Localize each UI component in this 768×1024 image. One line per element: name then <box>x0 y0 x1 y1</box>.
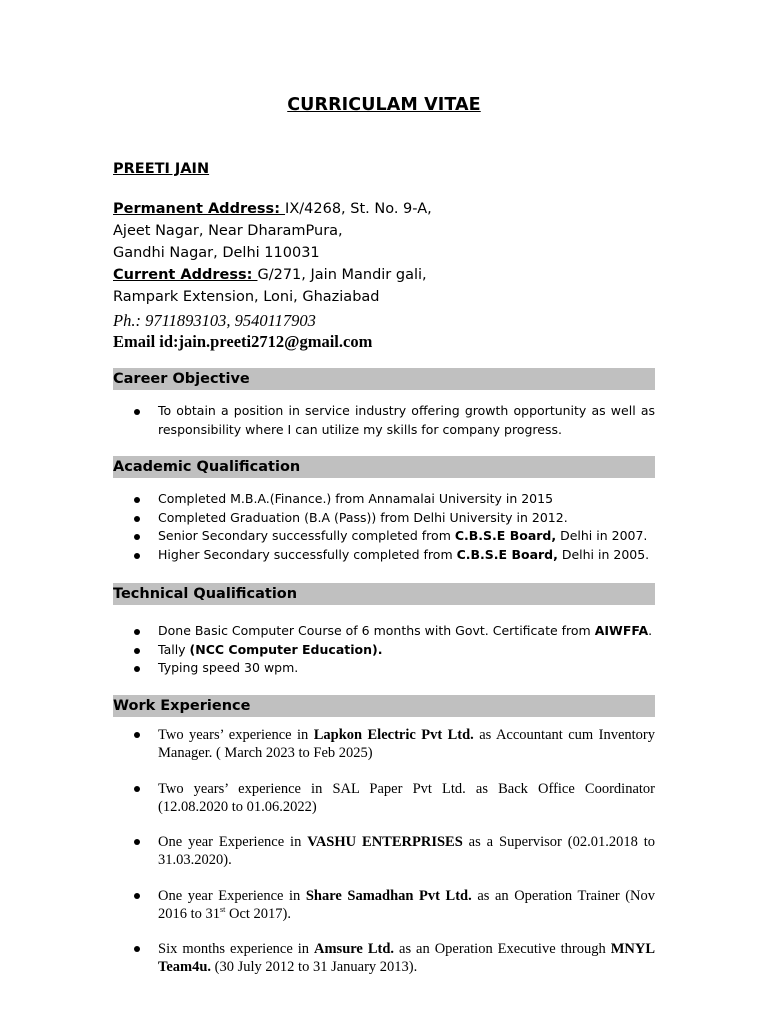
bullet-icon <box>134 666 140 672</box>
bullet-icon <box>134 516 140 522</box>
academic-qualification-list <box>113 490 655 565</box>
bullet-icon <box>134 409 140 415</box>
list-item: Done Basic Computer Course of 6 months with Govt. Certificate from AIWFFA. <box>113 622 655 641</box>
list-item: Two years’ experience in SAL Paper Pvt Ltd. as Back Office Coordinator (12.08.2020 to 01.06.2022) <box>113 780 655 816</box>
bullet-icon <box>134 786 140 792</box>
candidate-name: PREETI JAIN <box>113 161 210 177</box>
list-item: One year Experience in VASHU ENTERPRISES as a Supervisor (02.01.2018 to 31.03.2020). <box>113 833 655 869</box>
list-item: Completed Graduation (B.A (Pass)) from Delhi University in 2012. <box>113 509 655 528</box>
current-address-line-2: Rampark Extension, Loni, Ghaziabad <box>113 289 380 305</box>
phone-numbers: Ph.: 9711893103, 9540117903 <box>113 311 316 330</box>
list-item: Six months experience in Amsure Ltd. as an Operation Executive through MNYL Team4u. (30 July 2012 to 31 January 2013). <box>113 940 655 976</box>
bullet-icon <box>134 946 140 952</box>
list-item: One year Experience in Share Samadhan Pvt Ltd. as an Operation Trainer (Nov 2016 to 31st Oct 2017). <box>113 887 655 923</box>
list-item: Higher Secondary successfully completed from C.B.S.E Board, Delhi in 2005. <box>113 546 655 565</box>
career-objective-heading: Career Objective <box>113 371 250 387</box>
bullet-icon <box>134 553 140 559</box>
list-item: Typing speed 30 wpm. <box>113 659 655 678</box>
technical-qualification-list <box>113 622 655 678</box>
permanent-address-value: IX/4268, St. No. 9-A, <box>285 201 432 217</box>
technical-qualification-heading: Technical Qualification <box>113 586 298 602</box>
permanent-address-label: Permanent Address: <box>113 201 286 217</box>
technical-qualification-heading-bar <box>113 583 655 605</box>
career-objective-list <box>113 402 655 439</box>
list-item: Completed M.B.A.(Finance.) from Annamalai University in 2015 <box>113 490 655 509</box>
permanent-address-line-2: Ajeet Nagar, Near DharamPura, <box>113 223 343 239</box>
bullet-icon <box>134 732 140 738</box>
permanent-address-line-1 <box>113 200 432 218</box>
current-address-line-1 <box>113 266 427 284</box>
bullet-icon <box>134 839 140 845</box>
bullet-icon <box>134 534 140 540</box>
list-item: Two years’ experience in Lapkon Electric Pvt Ltd. as Accountant cum Inventory Manager. ( March 2023 to Feb 2025) <box>113 726 655 762</box>
current-address-value: G/271, Jain Mandir gali, <box>257 267 427 283</box>
bullet-icon <box>134 893 140 899</box>
list-item: Senior Secondary successfully completed from C.B.S.E Board, Delhi in 2007. <box>113 527 655 546</box>
email-address: Email id:jain.preeti2712@gmail.com <box>113 332 373 351</box>
bullet-icon <box>134 629 140 635</box>
list-item: To obtain a position in service industry offering growth opportunity as well as responsibility where I can utilize my skills for company progress. <box>113 402 655 439</box>
bullet-icon <box>134 648 140 654</box>
career-objective-heading-bar <box>113 368 655 390</box>
work-experience-heading: Work Experience <box>113 698 251 714</box>
work-experience-list <box>113 726 655 994</box>
academic-qualification-heading: Academic Qualification <box>113 459 301 475</box>
document-title: CURRICULAM VITAE <box>287 95 481 115</box>
list-item: Tally (NCC Computer Education). <box>113 641 655 660</box>
work-experience-heading-bar <box>113 695 655 717</box>
bullet-icon <box>134 497 140 503</box>
permanent-address-line-3: Gandhi Nagar, Delhi 110031 <box>113 245 320 261</box>
current-address-label: Current Address: <box>113 267 258 283</box>
academic-qualification-heading-bar <box>113 456 655 478</box>
